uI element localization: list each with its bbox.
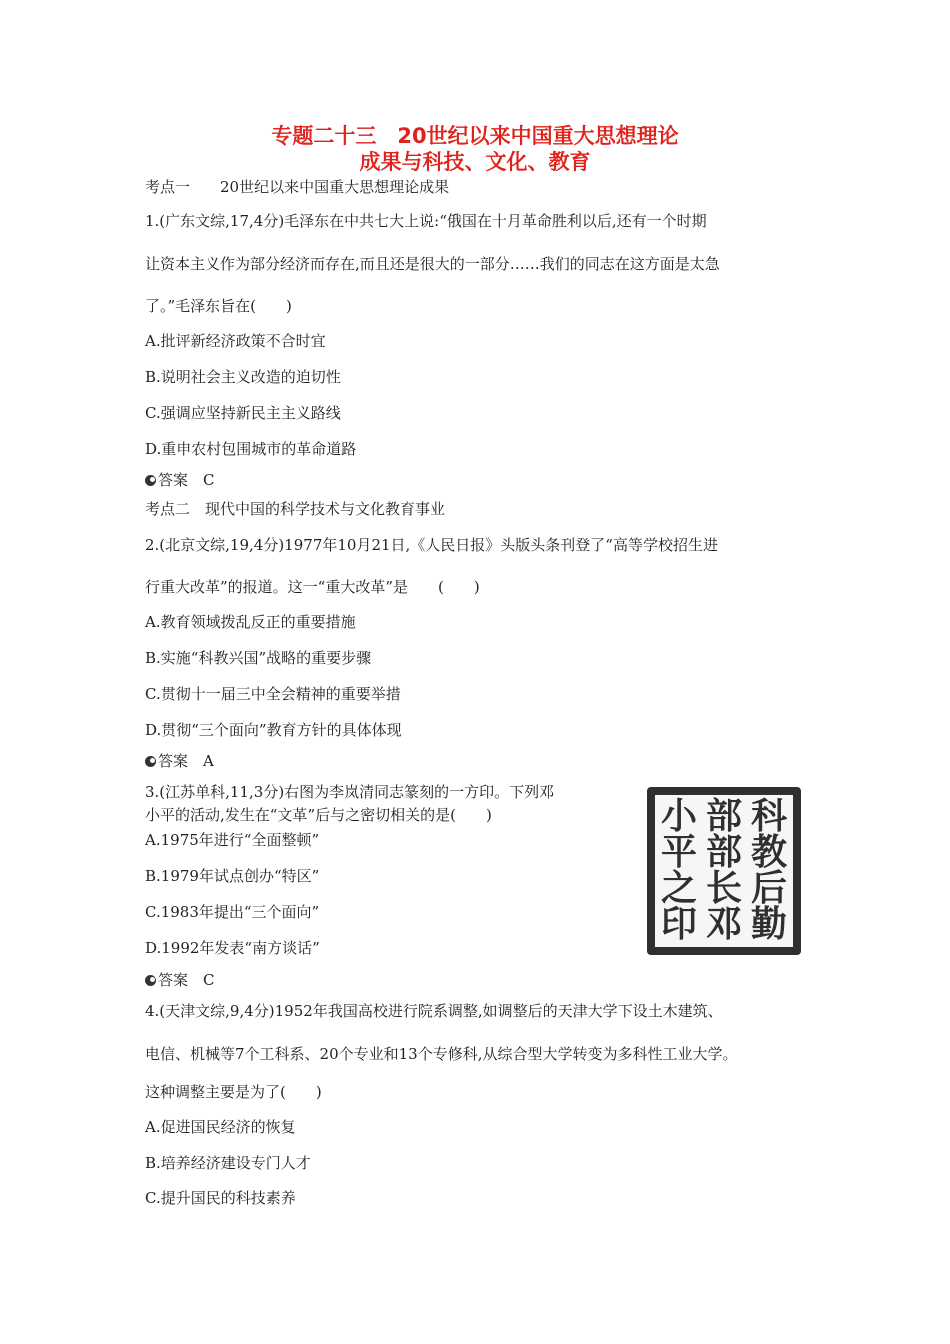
seal-character: 小 [660,796,697,837]
section-heading-1: 考点一 20世纪以来中国重大思想理论成果 [145,178,450,196]
question-4-stem-line2: 电信、机械等7个工科系、20个专业和13个专修科,从综合型大学转变为多科性工业大学。 [145,1045,738,1063]
question-1-option-b: B.说明社会主义改造的迫切性 [145,368,341,386]
seal-character: 部 [705,832,742,873]
question-1-option-a: A.批评新经济政策不合时宜 [145,332,326,350]
question-3-stem-line1: 3.(江苏单科,11,3分)右图为李岚清同志篆刻的一方印。下列邓 [145,783,555,801]
question-3-option-a: A.1975年进行“全面整顿” [145,831,320,849]
seal-character: 长 [705,868,742,909]
answer-icon [145,756,156,767]
question-2-option-b: B.实施“科教兴国”战略的重要步骤 [145,649,372,667]
seal-character: 平 [660,832,697,873]
seal-image [647,787,801,955]
question-4-option-c: C.提升国民的科技素养 [145,1189,296,1207]
question-2-option-d: D.贯彻“三个面向”教育方针的具体体现 [145,721,402,739]
seal-column-2 [702,796,746,945]
answer-icon [145,475,156,486]
question-1-stem-line3: 了。”毛泽东旨在( ) [145,297,292,315]
page-title-line1: 专题二十三 20世纪以来中国重大思想理论 [271,124,679,148]
question-2-answer [145,751,214,771]
question-3-option-d: D.1992年发表“南方谈话” [145,939,320,957]
question-3-option-b: B.1979年试点创办“特区” [145,867,320,885]
seal-character: 科 [750,796,787,837]
seal-character: 勤 [750,904,787,945]
page-title-line2: 成果与科技、文化、教育 [359,150,591,174]
question-1-answer-text: 答案 C [158,471,215,489]
question-4-option-a: A.促进国民经济的恢复 [145,1118,296,1136]
question-1-stem-line2: 让资本主义作为部分经济而存在,而且还是很大的一部分……我们的同志在这方面是太急 [145,255,720,273]
seal-character: 后 [750,868,787,909]
seal-column-1 [747,796,791,945]
question-1-option-c: C.强调应坚持新民主主义路线 [145,404,341,422]
question-2-answer-text: 答案 A [158,752,214,770]
question-2-stem-line1: 2.(北京文综,19,4分)1977年10月21日,《人民日报》头版头条刊登了“高等学校招生进 [145,536,718,554]
question-3-answer-text: 答案 C [158,971,215,989]
question-4-stem-line1: 4.(天津文综,9,4分)1952年我国高校进行院系调整,如调整后的天津大学下设土木建筑、 [145,1002,723,1020]
question-2-option-c: C.贯彻十一届三中全会精神的重要举措 [145,685,401,703]
question-2-option-a: A.教育领域拨乱反正的重要措施 [145,613,356,631]
question-4-stem-line3: 这种调整主要是为了( ) [145,1083,322,1101]
seal-character: 邓 [705,904,742,945]
answer-icon [145,975,156,986]
seal-character: 部 [705,796,742,837]
question-1-stem-line1: 1.(广东文综,17,4分)毛泽东在中共七大上说:“俄国在十月革命胜利以后,还有一个时期 [145,212,707,230]
question-3-answer [145,970,214,990]
seal-character: 之 [660,868,697,909]
question-3-stem-line2: 小平的活动,发生在“文革”后与之密切相关的是( ) [145,806,492,824]
seal-column-3 [657,796,701,945]
question-2-stem-line2: 行重大改革”的报道。这一“重大改革”是 ( ) [145,578,480,596]
question-3-option-c: C.1983年提出“三个面向” [145,903,320,921]
question-1-option-d: D.重申农村包围城市的革命道路 [145,440,357,458]
seal-character: 印 [660,904,697,945]
section-heading-2: 考点二 现代中国的科学技术与文化教育事业 [145,500,446,518]
question-1-answer [145,470,214,490]
seal-face [655,795,793,947]
seal-character: 教 [750,832,787,873]
question-4-option-b: B.培养经济建设专门人才 [145,1154,311,1172]
